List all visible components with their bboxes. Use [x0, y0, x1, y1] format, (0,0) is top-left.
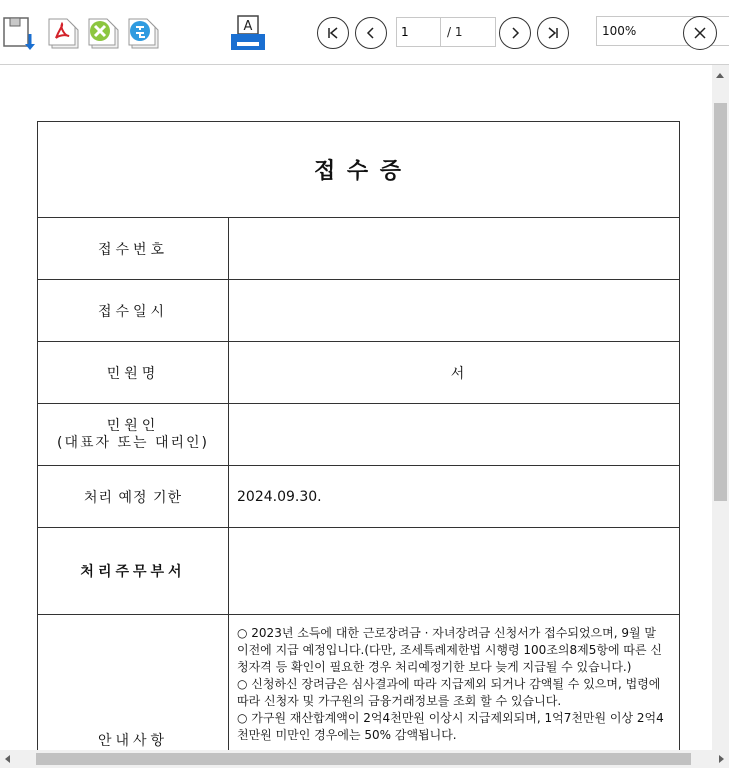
scroll-right-icon[interactable]: [719, 755, 724, 763]
table-row: [38, 342, 680, 404]
row-label-department: 처리주무부서: [38, 528, 229, 615]
previous-page-button[interactable]: [355, 17, 387, 49]
row-label-notice: 안내사항: [38, 615, 229, 751]
row-value-petition-name: 서: [229, 342, 680, 404]
page-total: / 1: [447, 25, 463, 39]
table-row: [38, 404, 680, 466]
chevron-right-icon: [508, 26, 522, 40]
page-indicator: [396, 17, 496, 47]
first-page-button[interactable]: [317, 17, 349, 49]
excel-icon[interactable]: [86, 16, 122, 52]
table-row: [38, 615, 680, 751]
row-value-receipt-number: [229, 218, 680, 280]
horizontal-scrollbar[interactable]: [0, 750, 729, 768]
print-letter: A: [243, 19, 253, 34]
hwp-icon[interactable]: [126, 16, 162, 52]
horizontal-scroll-thumb[interactable]: [36, 753, 691, 765]
notice-item: ○ 가구원 재산합계액이 2억4천만원 이상시 지급제외되며, 1억7천만원 이상 2억4천만원 미만인 경우에는 50% 감액됩니다.: [237, 711, 664, 742]
scroll-up-icon[interactable]: [716, 73, 724, 78]
print-icon[interactable]: [229, 14, 265, 50]
document-viewer: [0, 65, 729, 750]
close-button[interactable]: [683, 16, 717, 50]
next-page-button[interactable]: [499, 17, 531, 49]
table-row: [38, 528, 680, 615]
pdf-icon[interactable]: [46, 16, 82, 52]
chevron-left-icon: [364, 26, 378, 40]
toolbar: [0, 0, 729, 65]
zoom-value: 100%: [602, 24, 637, 38]
vertical-scrollbar[interactable]: [712, 65, 729, 750]
row-label-petitioner: [38, 404, 229, 466]
row-label-receipt-number: 접수번호: [38, 218, 229, 280]
scroll-left-icon[interactable]: [5, 755, 10, 763]
row-value-due-date: 2024.09.30.: [229, 466, 680, 528]
petitioner-sublabel: (대표자 또는 대리인): [56, 434, 210, 451]
receipt-table: [37, 121, 680, 750]
table-row: [38, 218, 680, 280]
row-label-receipt-datetime: 접수일시: [38, 280, 229, 342]
last-page-icon: [546, 26, 560, 40]
petitioner-label: 민원인: [106, 417, 160, 434]
save-icon[interactable]: [2, 16, 38, 52]
close-icon: [693, 26, 707, 40]
document-title: 접 수 증: [38, 122, 680, 218]
row-label-due-date: 처리 예정 기한: [38, 466, 229, 528]
vertical-scroll-thumb[interactable]: [714, 103, 727, 501]
row-value-receipt-datetime: [229, 280, 680, 342]
page-number-input[interactable]: [397, 18, 441, 46]
table-row: [38, 466, 680, 528]
notice-item: ○ 신청하신 장려금은 심사결과에 따라 지급제외 되거나 감액될 수 있으며, 법령에 따라 신청자 및 가구원의 금융거래정보를 조회 할 수 있습니다.: [237, 677, 661, 708]
notice-content: [229, 615, 680, 751]
row-value-petitioner: [229, 404, 680, 466]
notice-item: ○ 2023년 소득에 대한 근로장려금 · 자녀장려금 신청서가 접수되었으며, 9월 말 이전에 지급 예정입니다.(다만, 조세특례제한법 시행령 100조의8제5항에 따른 신청자격 등 확인이 필요한 경우 처리예정기한 보다 늦게 지급될 수 있습니다.): [237, 626, 662, 674]
row-label-petition-name: 민원명: [38, 342, 229, 404]
table-row: [38, 280, 680, 342]
first-page-icon: [326, 26, 340, 40]
last-page-button[interactable]: [537, 17, 569, 49]
row-value-department: [229, 528, 680, 615]
